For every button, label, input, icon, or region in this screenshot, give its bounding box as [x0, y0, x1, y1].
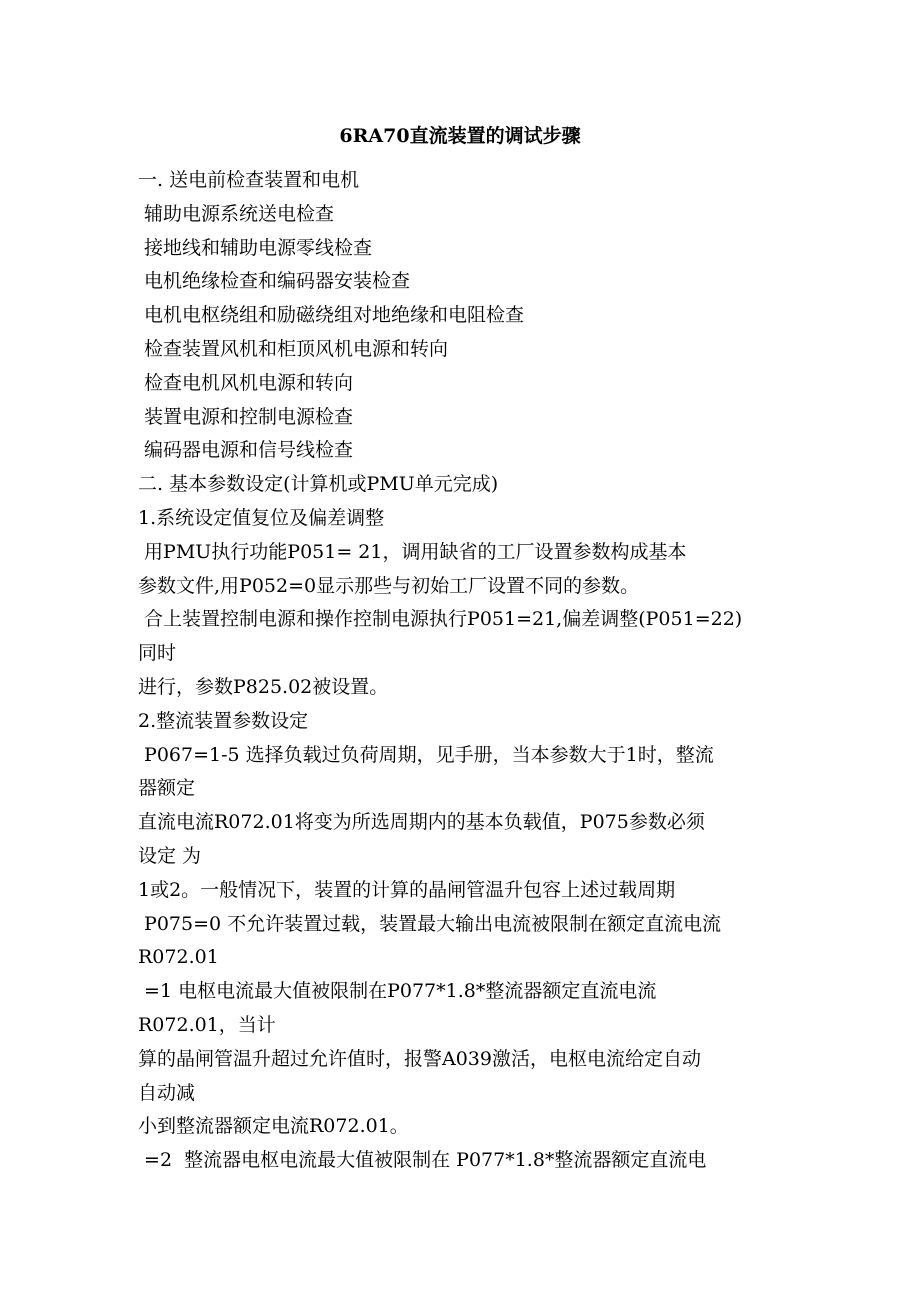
subsection-heading: 2.整流装置参数设定: [138, 709, 309, 732]
list-item: 接地线和辅助电源零线检查: [138, 236, 373, 259]
paragraph-line: 器额定: [138, 777, 196, 800]
paragraph-line: 1或2。一般情况下，装置的计算的晶闸管温升包容上述过载周期: [138, 878, 676, 901]
paragraph-line: 自动减: [138, 1081, 196, 1104]
paragraph-line: =2 整流器电枢电流最大值被限制在 P077*1.8*整流器额定直流电: [138, 1149, 707, 1172]
list-item: 检查电机风机电源和转向: [138, 371, 354, 394]
paragraph-line: 算的晶闸管温升超过允许值时，报警A039激活，电枢电流给定自动: [138, 1047, 701, 1070]
paragraph-line: 参数文件,用P052=0显示那些与初始工厂设置不同的参数。: [138, 574, 640, 597]
list-item: 装置电源和控制电源检查: [138, 405, 354, 428]
document-body: [138, 164, 798, 1178]
paragraph-line: P075=0 不允许装置过载，装置最大输出电流被限制在额定直流电流: [138, 912, 722, 935]
paragraph-line: R072.01，当计: [138, 1013, 276, 1036]
paragraph-line: =1 电枢电流最大值被限制在P077*1.8*整流器额定直流电流: [138, 980, 657, 1003]
paragraph-line: 设定 为: [138, 844, 202, 867]
list-item: 电机绝缘检查和编码器安装检查: [138, 270, 411, 293]
paragraph-line: 直流电流R072.01将变为所选周期内的基本负载值，P075参数必须: [138, 811, 705, 834]
list-item: 辅助电源系统送电检查: [138, 202, 335, 225]
list-item: 检查装置风机和柜顶风机电源和转向: [138, 337, 449, 360]
paragraph-line: 进行，参数P825.02被设置。: [138, 675, 389, 698]
paragraph-line: 合上装置控制电源和操作控制电源执行P051=21,偏差调整(P051=22): [138, 608, 743, 631]
list-item: 编码器电源和信号线检查: [138, 439, 354, 462]
document-title: 6RA70直流装置的调试步骤: [339, 125, 581, 147]
paragraph-line: 同时: [138, 642, 177, 665]
paragraph-line: 用PMU执行功能P051= 21，调用缺省的工厂设置参数构成基本: [138, 540, 687, 563]
paragraph-line: R072.01: [138, 946, 219, 969]
paragraph-line: P067=1-5 选择负载过负荷周期，见手册，当本参数大于1时，整流: [138, 743, 714, 766]
paragraph-line: 小到整流器额定电流R072.01。: [138, 1115, 409, 1138]
list-item: 电机电枢绕组和励磁绕组对地绝缘和电阻检查: [138, 304, 525, 327]
section-heading: 二. 基本参数设定(计算机或PMU单元完成): [138, 473, 499, 496]
subsection-heading: 1.系统设定值复位及偏差调整: [138, 506, 385, 529]
section-heading: 一. 送电前检查装置和电机: [138, 169, 360, 191]
